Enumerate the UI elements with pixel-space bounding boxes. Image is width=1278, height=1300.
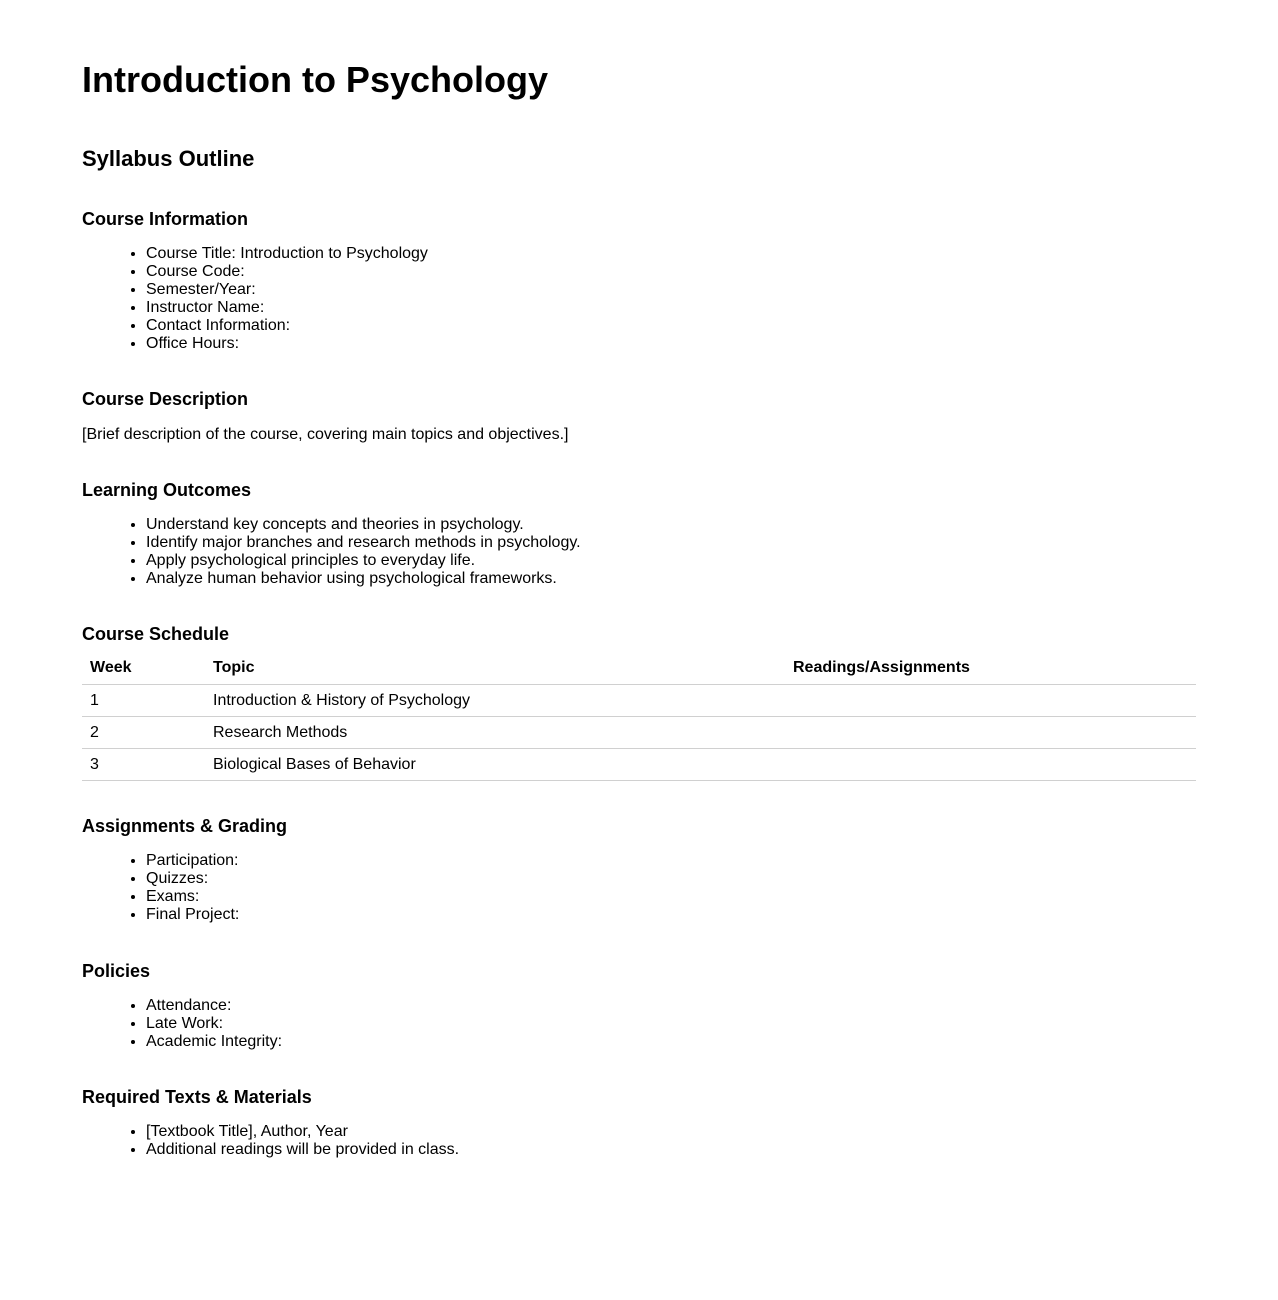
list-item: • Additional readings will be provided in class. — [146, 1141, 459, 1159]
page-title: Introduction to Psychology — [82, 59, 548, 100]
list-item: • Office Hours: — [146, 335, 428, 353]
cell-week: 1 — [82, 685, 205, 717]
list-item: • Late Work: — [146, 1015, 282, 1033]
list-item: • Final Project: — [146, 906, 239, 924]
table-row — [82, 717, 1196, 749]
list-item: • Semester/Year: — [146, 281, 428, 299]
list-item: • Analyze human behavior using psychological frameworks. — [146, 570, 581, 588]
cell-readings — [785, 717, 1196, 749]
section-heading-assignments-grading: Assignments & Grading — [82, 816, 288, 836]
list-item: • [Textbook Title], Author, Year — [146, 1123, 459, 1141]
page-subtitle: Syllabus Outline — [82, 146, 255, 171]
cell-topic: Biological Bases of Behavior — [205, 749, 785, 781]
list-item: • Exams: — [146, 888, 239, 906]
section-heading-learning-outcomes: Learning Outcomes — [82, 480, 252, 500]
cell-topic: Research Methods — [205, 717, 785, 749]
column-header-week: Week — [82, 654, 205, 685]
required-texts-list — [82, 1123, 459, 1159]
column-header-topic: Topic — [205, 654, 785, 685]
list-item: • Understand key concepts and theories in psychology. — [146, 516, 581, 534]
list-item: • Participation: — [146, 852, 239, 870]
table-row — [82, 685, 1196, 717]
cell-week: 2 — [82, 717, 205, 749]
list-item: • Instructor Name: — [146, 299, 428, 317]
list-item: • Quizzes: — [146, 870, 239, 888]
course-information-list — [82, 245, 428, 353]
list-item: • Attendance: — [146, 997, 282, 1015]
policies-list — [82, 997, 282, 1051]
list-item: • Course Title: Introduction to Psychology — [146, 245, 428, 263]
table-header-row — [82, 654, 1196, 685]
section-heading-required-texts: Required Texts & Materials — [82, 1087, 312, 1107]
cell-readings — [785, 685, 1196, 717]
section-heading-course-description: Course Description — [82, 389, 249, 409]
assignments-grading-list — [82, 852, 239, 924]
table-row — [82, 749, 1196, 781]
section-heading-policies: Policies — [82, 961, 151, 981]
list-item: • Contact Information: — [146, 317, 428, 335]
cell-topic: Introduction & History of Psychology — [205, 685, 785, 717]
list-item: • Apply psychological principles to everyday life. — [146, 552, 581, 570]
cell-week: 3 — [82, 749, 205, 781]
list-item: • Academic Integrity: — [146, 1033, 282, 1051]
learning-outcomes-list — [82, 516, 581, 588]
course-schedule-table — [82, 654, 1196, 781]
list-item: • Course Code: — [146, 263, 428, 281]
cell-readings — [785, 749, 1196, 781]
course-description-text: [Brief description of the course, covering main topics and objectives.] — [82, 426, 569, 443]
section-heading-course-information: Course Information — [82, 209, 249, 229]
list-item: • Identify major branches and research methods in psychology. — [146, 534, 581, 552]
section-heading-course-schedule: Course Schedule — [82, 624, 230, 644]
column-header-readings: Readings/Assignments — [785, 654, 1196, 685]
